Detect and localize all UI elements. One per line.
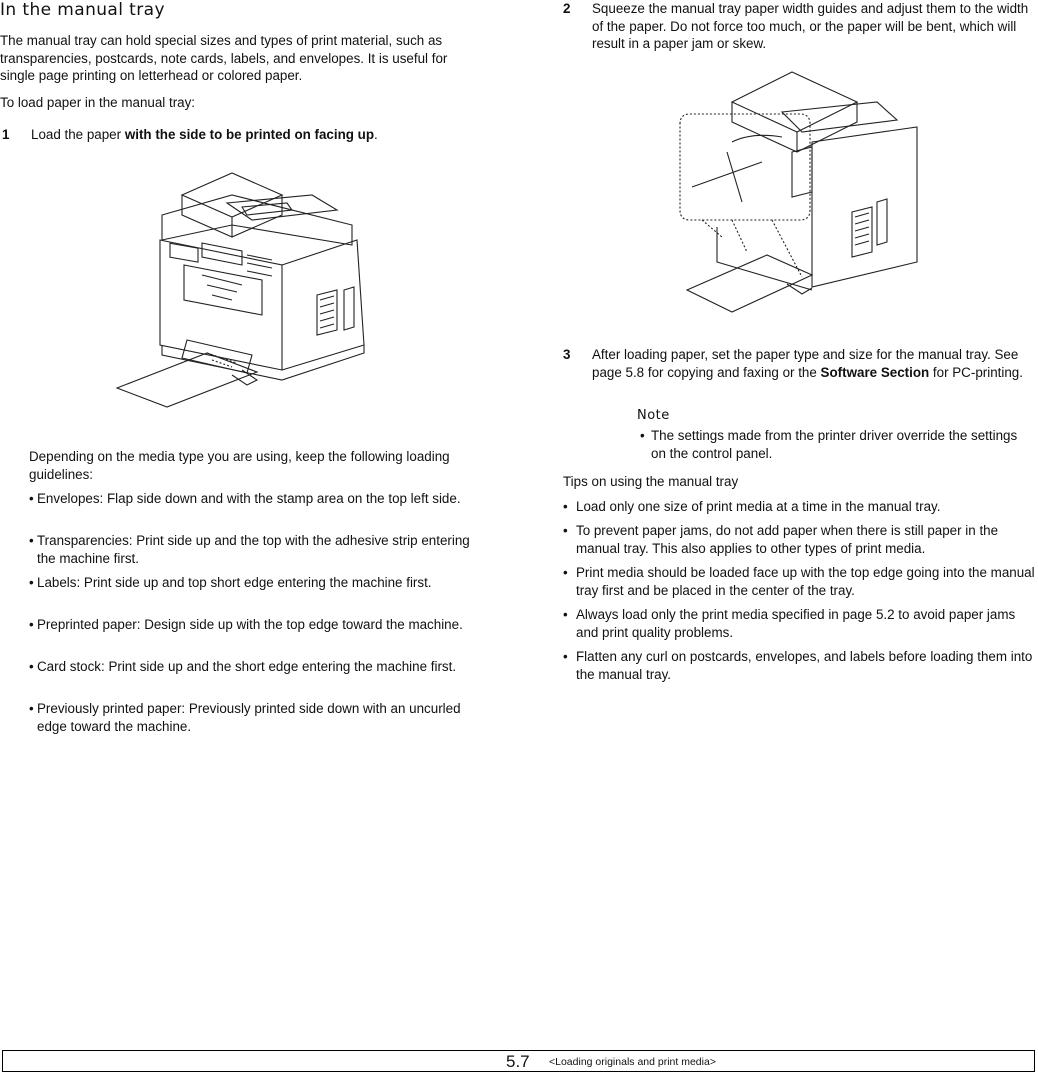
step-1-text: Load the paper with the side to be printed on facing up. xyxy=(31,127,378,142)
guidelines-intro: Depending on the media type you are using, keep the following loading guidelines: xyxy=(29,449,450,482)
page-footer xyxy=(2,1050,1035,1072)
step-2-number: 2 xyxy=(563,1,571,16)
page-number: 5.7 xyxy=(506,1052,530,1071)
to-load-text: To load paper in the manual tray: xyxy=(0,95,196,110)
tips-heading: Tips on using the manual tray xyxy=(563,474,739,489)
step-3-text: After loading paper, set the paper type and size for the manual tray. See page 5.8 for copying and faxing or the Software Section for PC-printing. xyxy=(592,347,1023,380)
step-2-text: Squeeze the manual tray paper width guides and adjust them to the width of the paper. Do not force too much, or the paper will be bent, which will result in a paper jam or skew. xyxy=(592,1,1029,51)
section-title: In the manual tray xyxy=(0,0,165,20)
footer-section-title: <Loading originals and print media> xyxy=(549,1056,716,1068)
note-heading: Note xyxy=(637,408,670,423)
step-1-number: 1 xyxy=(2,127,10,142)
paper-guides-illustration xyxy=(672,62,927,324)
step-3-number: 3 xyxy=(563,347,571,362)
intro-paragraph: The manual tray can hold special sizes and types of print material, such as transparencies, postcards, note cards, labels, and envelopes. It is useful for single page printing on letterhead or colored paper. xyxy=(0,33,448,83)
printer-manual-tray-illustration xyxy=(112,155,372,430)
